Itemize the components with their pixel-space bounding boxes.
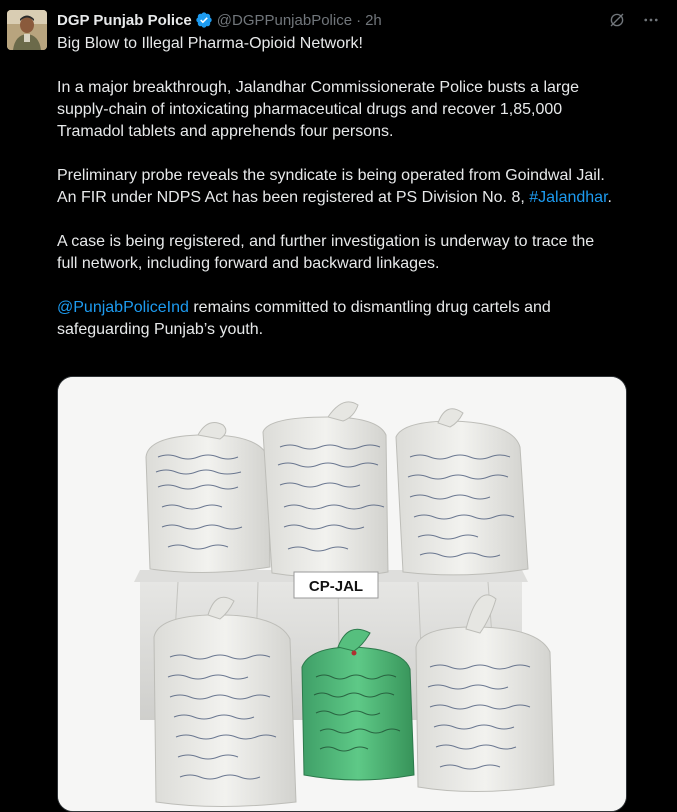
top-left-bag	[146, 423, 270, 573]
header-actions	[607, 10, 661, 30]
author-display-name[interactable]: DGP Punjab Police	[57, 11, 192, 29]
tweet-media-photo[interactable]	[57, 376, 627, 812]
top-middle-bag	[263, 402, 388, 577]
tweet-text	[57, 33, 617, 363]
more-options-icon[interactable]	[641, 10, 661, 30]
tweet-paragraph-4	[57, 297, 617, 341]
avatar-photo	[7, 10, 47, 50]
paragraph-4-text: remains committed to dismantling drug cartels and safeguarding Punjab’s youth.	[57, 299, 551, 338]
tweet-paragraph-2	[57, 165, 617, 209]
cp-jal-sign: CP-JAL	[308, 578, 364, 595]
grok-icon[interactable]	[607, 10, 627, 30]
header-separator: ·	[356, 11, 362, 29]
author-handle[interactable]: @DGPPunjabPolice	[216, 11, 353, 29]
tweet-paragraph-1: In a major breakthrough, Jalandhar Commissionerate Police busts a large supply-chain of intoxicating pharmaceutical drugs and recover 1,85,000 Tramadol tablets and apprehends four persons.	[57, 79, 580, 140]
hashtag-jalandhar[interactable]: #Jalandhar	[529, 189, 608, 206]
mention-punjabpoliceind[interactable]: @PunjabPoliceInd	[57, 299, 189, 316]
tweet-header	[57, 9, 661, 31]
avatar[interactable]	[7, 10, 47, 50]
top-right-bag	[396, 409, 528, 575]
paragraph-2-text: Preliminary probe reveals the syndicate is being operated from Goindwal Jail. An FIR under NDPS Act has been registered at PS Division No. 8,	[57, 167, 605, 206]
tweet-timestamp[interactable]: 2h	[365, 11, 382, 29]
tweet-headline: Big Blow to Illegal Pharma-Opioid Network!	[57, 35, 363, 52]
paragraph-2-end: .	[607, 189, 612, 206]
tweet-paragraph-3: A case is being registered, and further investigation is underway to trace the full network, including forward and backward linkages.	[57, 233, 595, 272]
verified-badge-icon	[195, 11, 213, 29]
seized-drug-bags-photo	[58, 377, 626, 811]
